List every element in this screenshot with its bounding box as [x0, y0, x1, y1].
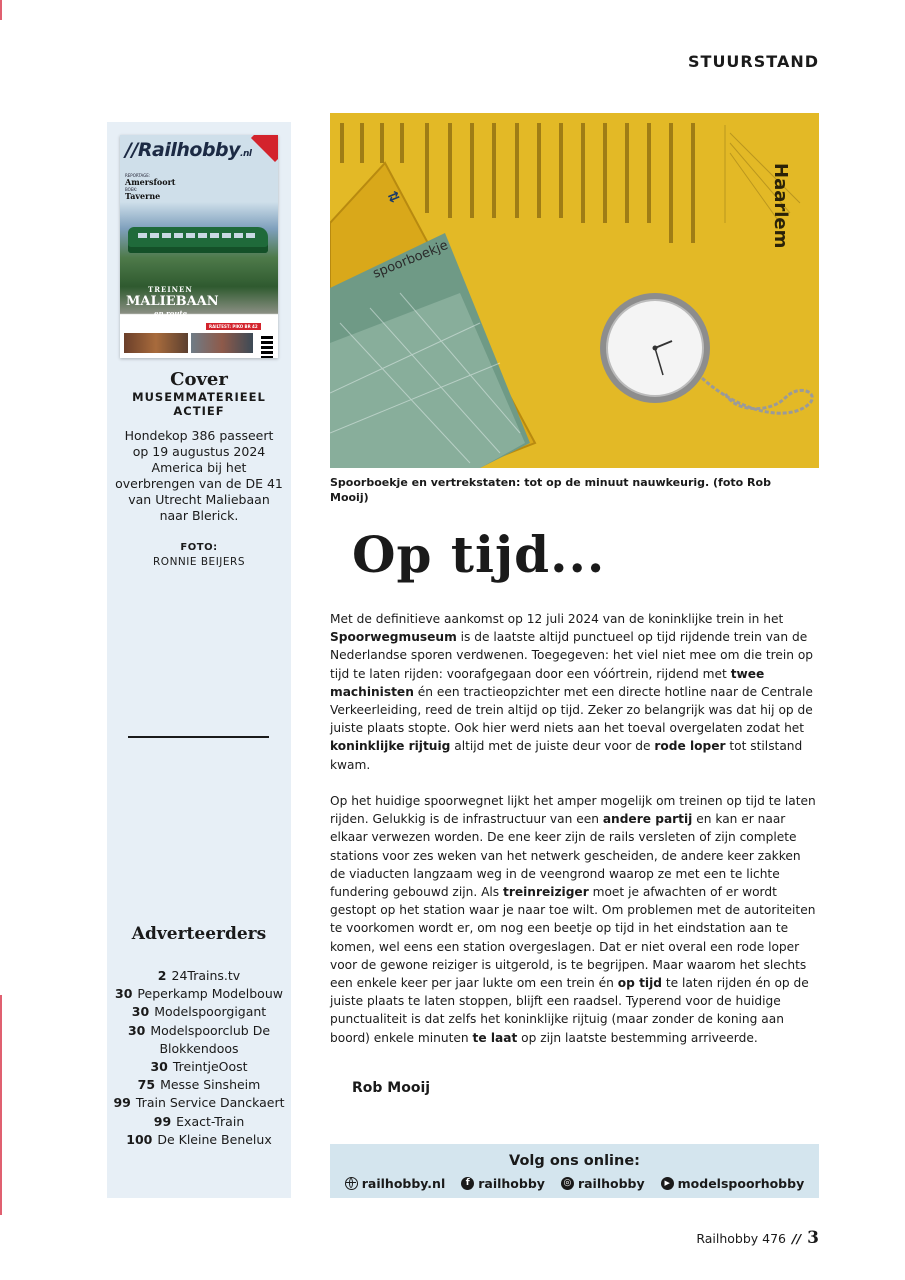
cover-reportage: REPORTAGE: Amersfoort BOEK: Taverne: [125, 173, 176, 201]
instagram-link[interactable]: ◎ railhobby: [561, 1176, 645, 1191]
follow-online-box: [330, 1144, 819, 1198]
photo-caption: Spoorboekje en vertrekstaten: tot op de minuut nauwkeurig. (foto Rob Mooij): [330, 476, 771, 504]
cover-thumb-1: [124, 333, 188, 353]
cover-corner-badge: [251, 135, 278, 162]
advertiser-item: [107, 1113, 291, 1131]
cover-headline: TREINEN MALIEBAAN en route: [126, 285, 219, 318]
booklet-label: spoorboekje: [370, 237, 451, 282]
cover-thumb-2: [191, 333, 253, 353]
bold-phrase: twee machinisten: [330, 666, 765, 699]
advertisers-list: [107, 967, 291, 1149]
advertiser-name: De Kleine Benelux: [157, 1131, 272, 1147]
advertiser-page: 99: [153, 1113, 172, 1129]
advertiser-item: [107, 1022, 291, 1058]
cover-train-illustration: [128, 227, 268, 253]
cover-description: Hondekop 386 passeert op 19 augustus 2024 America bij het overbrengen van de DE 41 van Utrecht Maliebaan naar Blerick.: [115, 428, 283, 523]
edge-mark-bottom: [0, 995, 2, 1215]
board-title: Haarlem: [770, 163, 791, 249]
text-run: en kan er naar elkaar verwezen worden. De ene keer zijn de rails versleten of zijn complete stations voor zes weken van het netwerk gescheiden, de andere keer zakken de viaducten langzaam weg in de veengrond waarop ze met een te lichte fundering gebouwd zijn. Als: [330, 812, 801, 900]
footer-magazine: Railhobby 476: [696, 1231, 787, 1246]
advertiser-page: 75: [137, 1077, 156, 1093]
bold-phrase: op tijd: [617, 976, 662, 991]
sidebar: [107, 122, 291, 1198]
bold-phrase: te laat: [472, 1030, 518, 1045]
footer-slash: //: [792, 1231, 802, 1246]
page-footer: [696, 1228, 819, 1248]
text-run: moet je afwachten of er wordt gestopt op het station waar je naar toe wilt. Om problemen met de autoriteiten te voorkomen wordt er, om nog een beetje op tijd in het eindstation aan te komen, wel eens een station overgeslagen. Dat er niet overal een rode loper voor de gewone reiziger is uitgerold, is te begrijpen. Maar waarom het slechts een enkele keer per jaar lukte om een trein én: [330, 885, 816, 991]
youtube-link[interactable]: ▶ modelspoorhobby: [661, 1176, 805, 1191]
text-run: tot stilstand kwam.: [330, 739, 803, 772]
advertiser-page: 2: [157, 968, 167, 983]
svg-text:⇄: ⇄: [385, 187, 403, 207]
social-links: [330, 1176, 819, 1191]
advertiser-item: [107, 1131, 291, 1149]
advertiser-item: [107, 1058, 291, 1076]
text-run: te laten rijden én op de juiste plaats te laten stoppen, blijft een raadsel. Typerend voor de huidige punctualiteit is dat zelfs het koninklijke rijtuig (maar zonder de koning aan boord) enkele minuten: [330, 976, 809, 1045]
bold-phrase: koninklijke rijtuig: [330, 739, 451, 754]
advertiser-name: Modelspoorgigant: [154, 1004, 267, 1020]
facebook-link[interactable]: f railhobby: [461, 1176, 545, 1191]
instagram-icon: ◎: [561, 1177, 574, 1190]
advertiser-item: [107, 1003, 291, 1021]
cover-barcode: [261, 336, 273, 358]
advertiser-name: Exact-Train: [176, 1113, 245, 1129]
advertiser-page: 99: [113, 1095, 131, 1111]
advertiser-page: 30: [127, 1022, 146, 1038]
text-run: Op het huidige spoorwegnet lijkt het amper mogelijk om treinen op tijd te laten rijden. Gelukkig is de infrastructuur van een: [330, 794, 816, 827]
photo-illustration: [330, 113, 819, 468]
advertiser-page: 30: [115, 986, 133, 1002]
bold-phrase: treinreiziger: [503, 885, 589, 900]
advertiser-name: Messe Sinsheim: [160, 1077, 261, 1093]
cover-logo: //Railhobby.nl: [125, 139, 252, 161]
website-link[interactable]: railhobby.nl: [345, 1176, 445, 1191]
bold-phrase: rode loper: [654, 739, 726, 754]
cover-image[interactable]: [120, 135, 278, 358]
cover-heading: Cover: [170, 369, 228, 390]
cover-railtest-tag: RAILTEST: PIKO BR 42: [206, 323, 261, 330]
article-photo: [330, 113, 819, 468]
edge-mark-top: [0, 0, 2, 20]
article-paragraph-1: [330, 610, 819, 774]
advertiser-name: 24Trains.tv: [171, 968, 241, 983]
facebook-icon: f: [461, 1177, 474, 1190]
section-title: STUURSTAND: [688, 52, 819, 71]
youtube-icon: ▶: [661, 1177, 674, 1190]
photo-label: FOTO:: [180, 542, 218, 553]
article-author: Rob Mooij: [352, 1080, 431, 1096]
advertiser-name: Peperkamp Modelbouw: [137, 986, 283, 1002]
bold-phrase: Spoorwegmuseum: [330, 630, 457, 645]
text-run: altijd met de juiste deur voor de: [450, 739, 655, 754]
advertiser-page: 30: [131, 1004, 150, 1020]
advertiser-name: Train Service Danckaert: [135, 1095, 285, 1111]
follow-title: Volg ons online:: [509, 1153, 640, 1169]
cover-subheading: MUSEMMATERIEEL ACTIEF: [132, 390, 266, 418]
advertiser-item: [107, 1076, 291, 1094]
advertiser-page: 100: [126, 1131, 153, 1147]
advertiser-page: 30: [150, 1059, 168, 1075]
article-headline: Op tijd...: [352, 525, 606, 584]
sidebar-divider: [128, 736, 269, 738]
text-run: én een tractieopzichter met een directe hotline naar de Centrale Verkeerleiding, reed de trein altijd op tijd. Zeker zo belangrijk was dat hij op de juiste plaats stopte. Ook hier werd niets aan het toeval overgelaten zodat het: [330, 684, 813, 736]
advertiser-item: [107, 985, 291, 1003]
article-paragraph-2: [330, 792, 819, 1047]
globe-icon: [345, 1177, 358, 1190]
text-run: op zijn laatste bestemming arriveerde.: [517, 1030, 758, 1045]
advertiser-item: [107, 1094, 291, 1112]
advertiser-name: TreintjeOost: [172, 1059, 248, 1075]
bold-phrase: andere partij: [602, 812, 693, 827]
advertiser-name: Modelspoorclub De Blokkendoos: [150, 1022, 271, 1056]
photo-credit: RONNIE BEIJERS: [153, 556, 245, 568]
text-run: Met de definitieve aankomst op 12 juli 2024 van de koninklijke trein in het: [330, 612, 784, 626]
text-run: is de laatste altijd punctueel op tijd rijdende trein van de Nederlandse sporen verdwenen. Toegegeven: het viel niet mee om die trein op tijd te laten rijden: voorafgegaan door een vóórtrein, rijdend met: [330, 630, 814, 681]
page-number: 3: [807, 1228, 819, 1248]
advertiser-item: [107, 967, 291, 985]
advertisers-title: Adverteerders: [131, 924, 267, 944]
